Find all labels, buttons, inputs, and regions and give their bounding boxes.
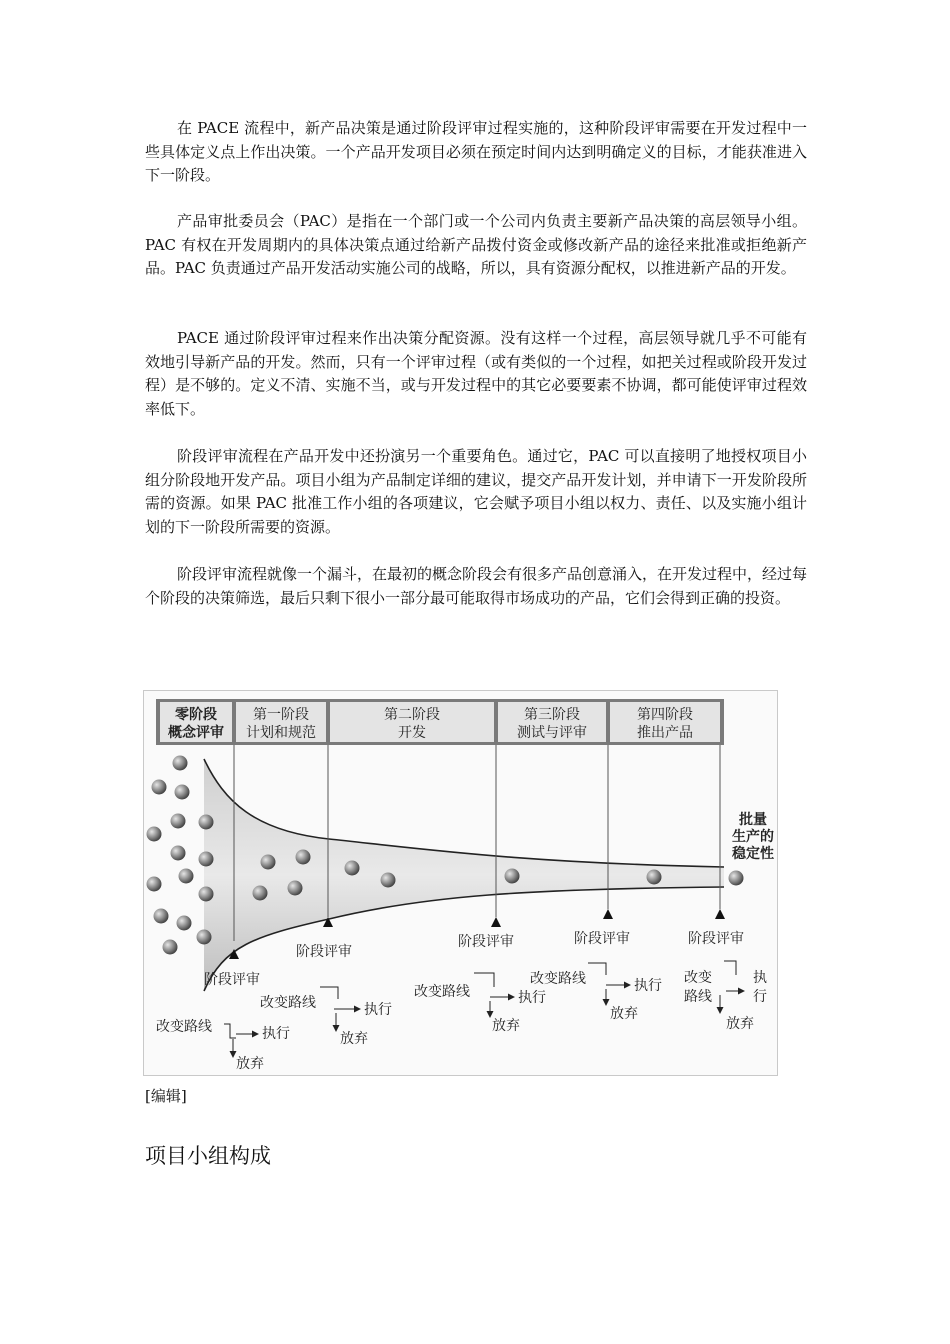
gate-5-change-route-line1: 改变: [684, 970, 712, 986]
end-label-line1: 批量: [739, 812, 767, 828]
paragraph: PACE 通过阶段评审过程来作出决策分配资源。没有这样一个过程，高层领导就几乎不可能有效地引导新产品的开发。然而，只有一个评审过程（或有类似的一个过程，如把关过程或阶段开发过程）是不够的。定义不清、实施不当，或与开发过程中的其它必要要素不协调，都可能使评审过程效率低下。: [145, 329, 807, 418]
edit-link[interactable]: [编辑]: [145, 1087, 187, 1105]
end-label-line2: 生产的: [732, 829, 774, 845]
gate-5-execute-line1: 执: [753, 970, 767, 986]
funnel-diagram: [144, 691, 777, 1075]
gate-5-review-label: 阶段评审: [688, 931, 744, 947]
stage-2-title: 第二阶段: [384, 707, 440, 723]
paragraph: 产品审批委员会（PAC）是指在一个部门或一个公司内负责主要新产品决策的高层领导小组。PAC 有权在开发周期内的具体决策点通过给新产品拨付资金或修改新产品的途径来批准或拒绝新产品。PAC 负责通过产品开发活动实施公司的战略，所以，具有资源分配权，以推进新产品的开发。: [145, 212, 807, 277]
gate-2-review-label: 阶段评审: [296, 944, 352, 960]
gate-5-execute-line2: 行: [753, 989, 767, 1005]
paragraph: 阶段评审流程就像一个漏斗，在最初的概念阶段会有很多产品创意涌入，在开发过程中，经过每个阶段的决策筛选，最后只剩下很小一部分最可能取得市场成功的产品，它们会得到正确的投资。: [145, 565, 808, 607]
gate-5-abandon: 放弃: [726, 1016, 754, 1032]
stage-0-title: 零阶段: [175, 707, 217, 723]
paragraph: 阶段评审流程在产品开发中还扮演另一个重要角色。通过它，PAC 可以直接明了地授权项目小组分阶段地开发产品。项目小组为产品制定详细的建议，提交产品开发计划，并申请下一开发阶段所需的资源。如果 PAC 批准工作小组的各项建议，它会赋予项目小组以权力、责任、以及实施小组计划的下一阶段所需要的资源。: [145, 447, 807, 536]
funnel-body: [204, 759, 724, 991]
end-label-line3: 稳定性: [732, 846, 774, 862]
stage-3-subtitle: 测试与评审: [517, 725, 587, 741]
gate-2-change-route: 改变路线: [260, 995, 316, 1011]
stage-header-cells: [160, 702, 720, 742]
section-title: 项目小组构成: [145, 1144, 271, 1168]
gate-3-execute: 执行: [518, 990, 546, 1006]
gate-4-abandon: 放弃: [610, 1006, 638, 1022]
stage-3-title: 第三阶段: [524, 707, 580, 723]
gate-3-abandon: 放弃: [492, 1018, 520, 1034]
gate-3-review-label: 阶段评审: [458, 934, 514, 950]
stage-2-subtitle: 开发: [398, 725, 426, 741]
gate-1-review-label: 阶段评审: [204, 972, 260, 988]
gate-3-change-route: 改变路线: [414, 984, 470, 1000]
gate-4-execute: 执行: [634, 978, 662, 994]
gate-1-execute: 执行: [262, 1026, 290, 1042]
stage-1-title: 第一阶段: [253, 707, 309, 723]
stage-review-funnel-figure: [143, 690, 778, 1076]
gate-5-change-route-line2: 路线: [684, 989, 712, 1005]
paragraph: 在 PACE 流程中，新产品决策是通过阶段评审过程实施的，这种阶段评审需要在开发过程中一些具体定义点上作出决策。一个产品开发项目必须在预定时间内达到明确定义的目标，才能获准进入下一阶段。: [145, 119, 807, 184]
gate-4-review-label: 阶段评审: [574, 931, 630, 947]
gate-1-abandon: 放弃: [236, 1056, 264, 1072]
gate-4-change-route: 改变路线: [530, 971, 586, 987]
gate-2-execute: 执行: [364, 1002, 392, 1018]
gate-1-change-route: 改变路线: [156, 1019, 212, 1035]
stage-1-subtitle: 计划和规范: [246, 725, 316, 741]
stage-4-title: 第四阶段: [637, 707, 693, 723]
stage-0-subtitle: 概念评审: [168, 725, 224, 741]
stage-4-subtitle: 推出产品: [637, 725, 693, 741]
gate-2-abandon: 放弃: [340, 1031, 368, 1047]
